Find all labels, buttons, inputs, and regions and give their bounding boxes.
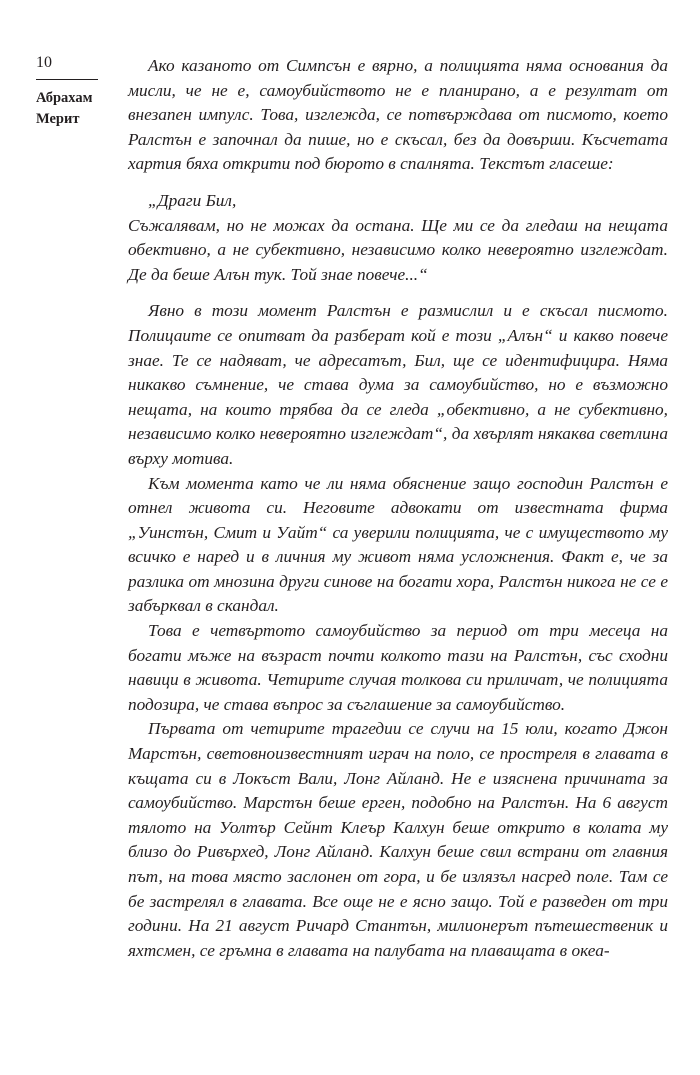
paragraph-3: Към момента като че ли няма обяснение защо господин Ралстън е отнел живота си. Неговите адвокати от известната фирма „Уинстън, Смит и Уайт“ са уверили полицията, че с имуществото му всичко е наред и в личния му живот няма усложнения. Факт е, че за разлика от мнозина други синове на богати хора, Ралстън никога не се е забърквал в скандал. [128,473,668,616]
paragraph-5: Първата от четирите трагедии се случи на 15 юли, когато Джон Марстън, световноизвестният играч на поло, се простреля в главата в къщата си в Локъст Вали, Лонг Айланд. Не е изяснена причината за самоубийство. Марстън беше ерген, подобно на Ралстън. На 6 август тялото на Уолтър Сейнт Клеър Калхун беше открито в колата му близо до Ривърхед, Лонг Айланд. Калхун беше свил встрани от главния път, на това място заслонен от гора, и бе излязъл насред поле. Там се бе застрелял в главата. Все още не е ясно защо. Той е разведен от три години. На 21 август Ричард Стантън, милионерът пътешественик и яхтсмен, се гръмна в главата на палубата на плаващата в океа- [128,719,668,960]
letter-salutation: „Драги Бил, [148,190,237,210]
running-head-line-2: Мерит [36,111,80,127]
paragraph-4: Това е четвъртото самоубийство за период от три месеца на богати мъже на възраст почти колкото тази на Ралстън, със сходни навици в живота. Четирите случая толкова си приличат, че полицията подозира, че става въпрос за съглашение за самоубийство. [128,621,668,714]
paragraph-1: Ако казаното от Симпсън е вярно, а полицията няма основания да мисли, че не е, самоубийството не е планирано, а е резултат от внезапен импулс. Това, изглежда, се потвърждава от писмото, което Ралстън е започнал да пише, но е скъсал, без да довърши. Късчетата хартия бяха открити под бюрото в спалнята. Текстът гласеше: [128,56,668,174]
body-text [128,54,668,963]
running-head [36,88,93,130]
page-number: 10 [36,54,52,71]
letter-body: Съжалявам, но не можах да остана. Ще ми се да гледаш на нещата обективно, а не субективно, независимо колко невероятно изглеждат. Де да беше Алън тук. Той знае повече...“ [128,215,668,284]
letter-quote [128,189,668,287]
running-head-line-1: Абрахам [36,90,93,106]
paragraph-2: Явно в този момент Ралстън е размислил и е скъсал писмото. Полицаите се опитват да разберат кой е този „Алън“ и какво повече знае. Те се надяват, че адресатът, Бил, ще се идентифицира. Няма никакво съмнение, че става дума за самоубийство, но е възможно нещата, на които трябва да се гледа „обективно, а не субективно, независимо колко невероятно изглеждат“, да хвърлят някаква светлина върху мотива. [128,301,668,468]
header-rule [36,79,98,80]
